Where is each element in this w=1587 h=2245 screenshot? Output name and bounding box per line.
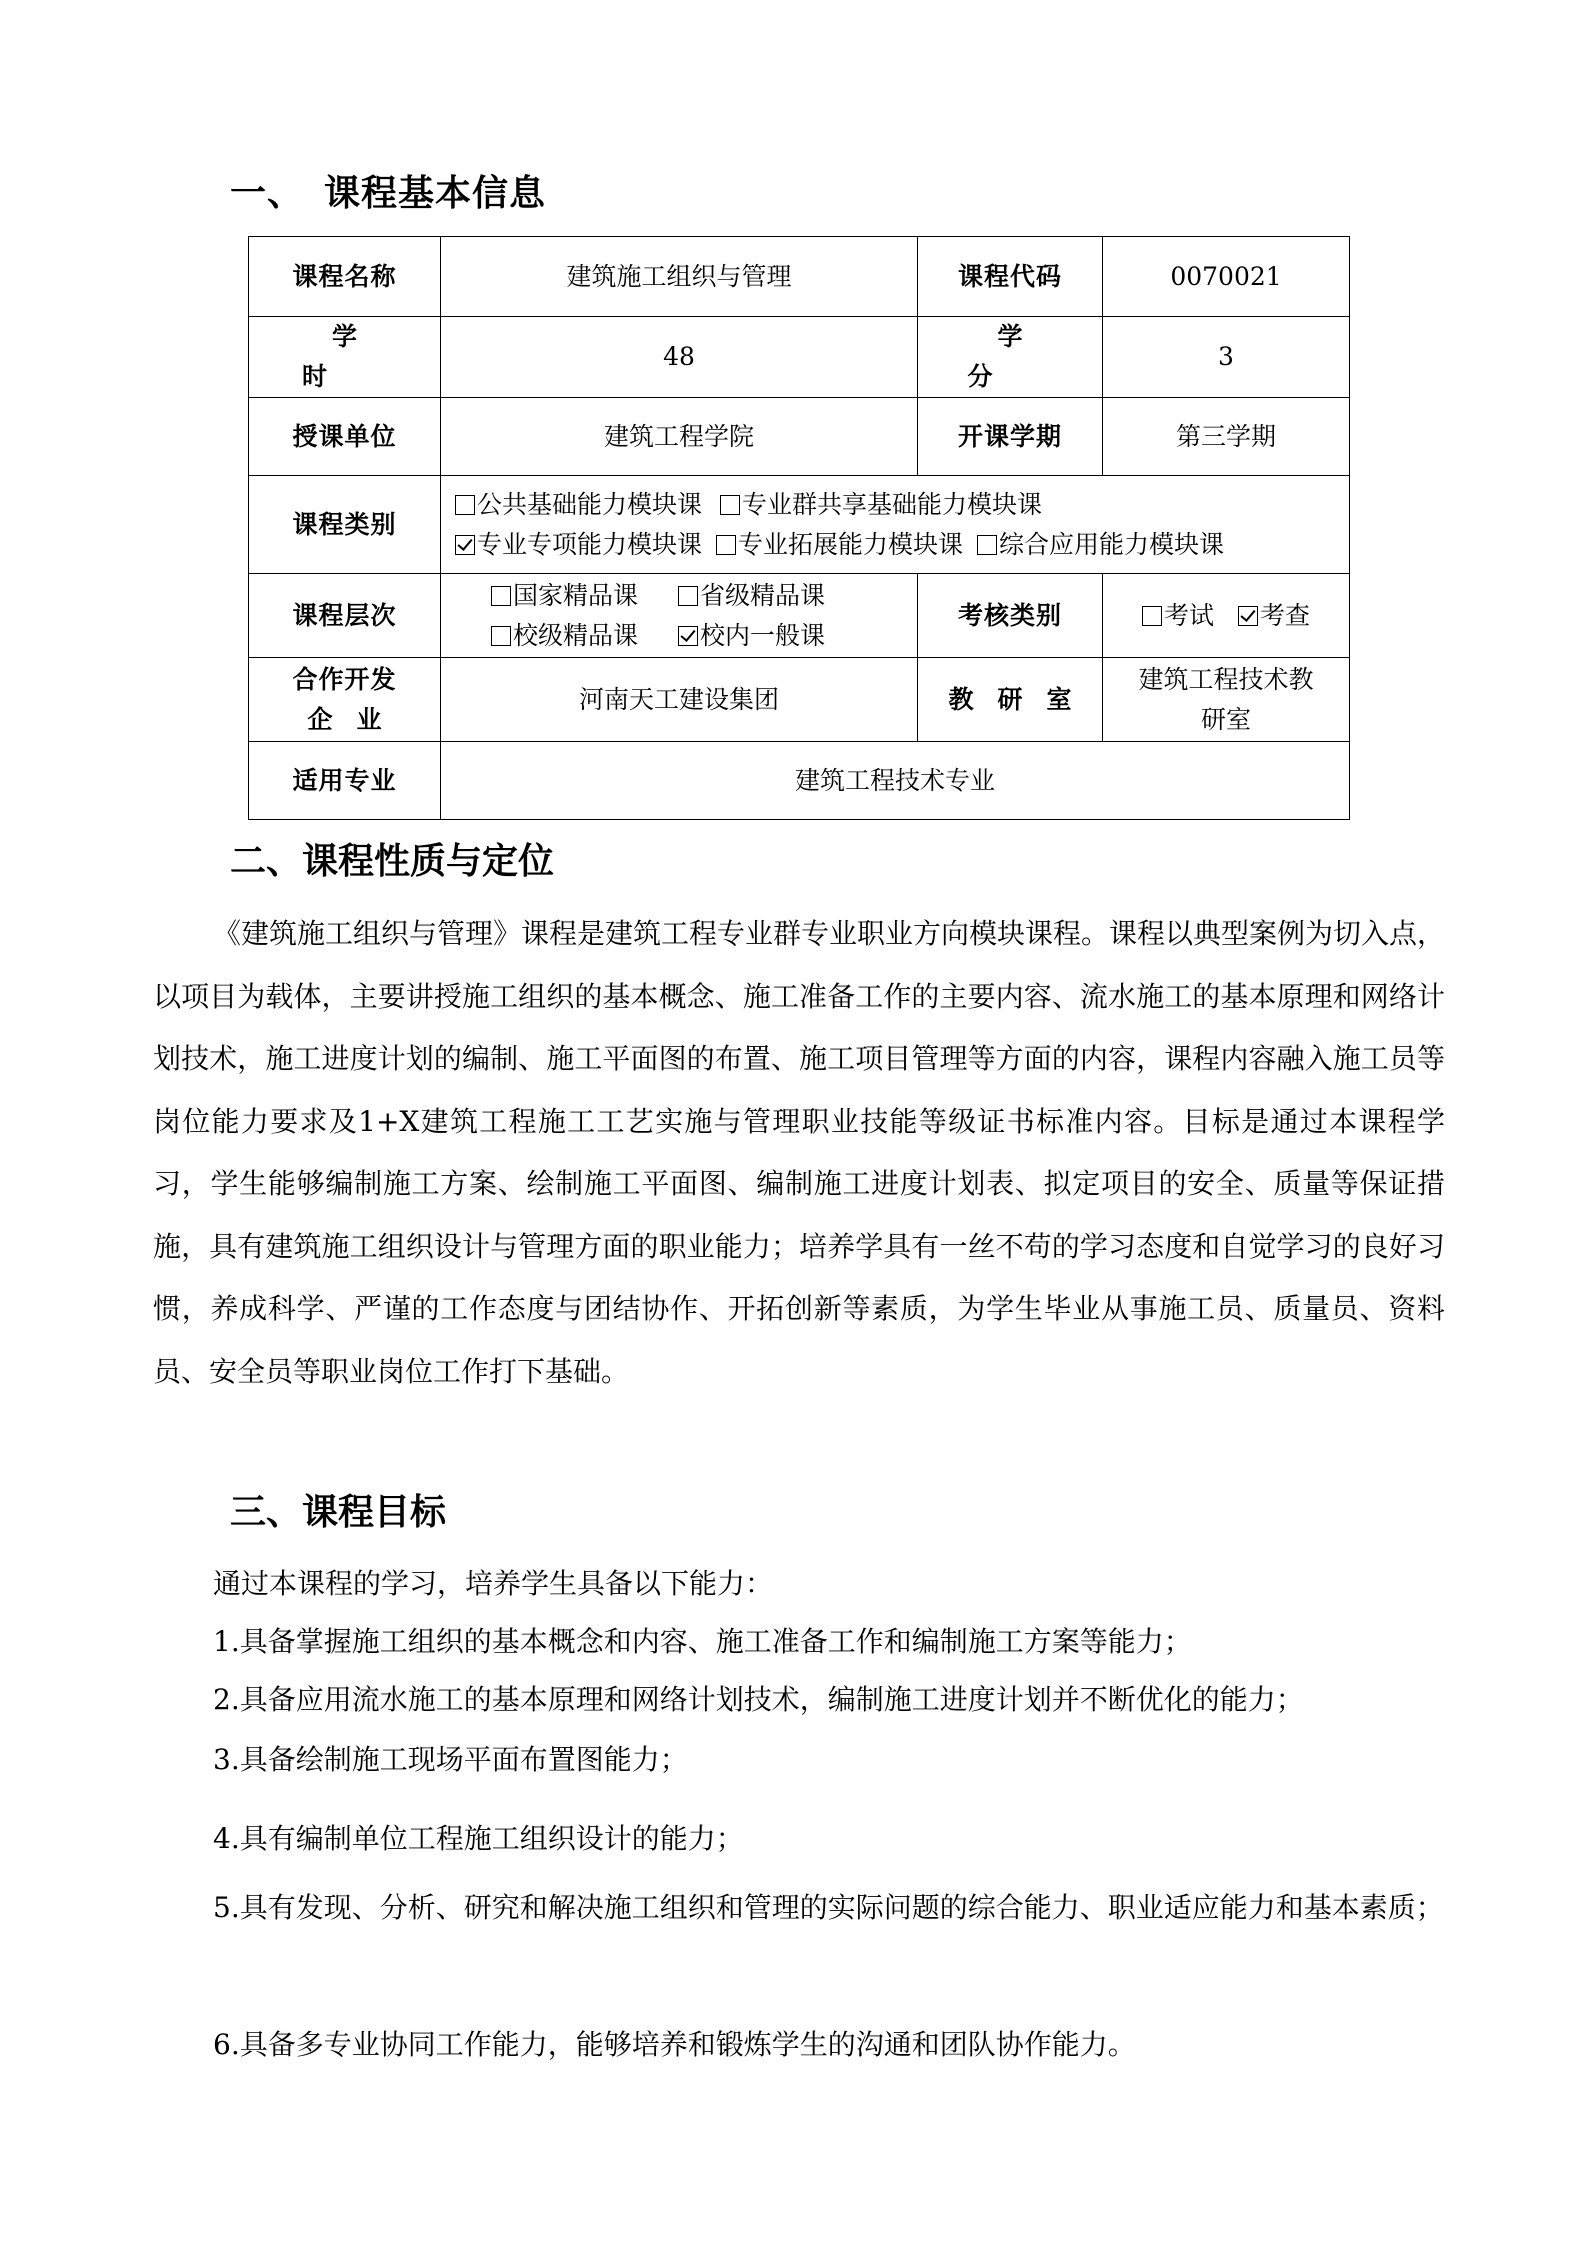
coop-label-cell xyxy=(249,658,441,742)
assess-option[interactable]: 考查 xyxy=(1238,596,1310,636)
level-option[interactable]: 校级精品课 xyxy=(491,616,638,656)
course-name-value: 建筑施工组织与管理 xyxy=(441,237,918,317)
table-row xyxy=(249,742,1350,820)
coop-label-line2: 企业 xyxy=(307,704,406,734)
category-option[interactable]: 专业专项能力模块课 xyxy=(455,525,702,565)
hours-label: 学时 xyxy=(301,322,417,391)
table-row xyxy=(249,574,1350,658)
checkbox[interactable] xyxy=(491,586,511,606)
category-options-cell xyxy=(441,476,1350,574)
goals-intro: 通过本课程的学习，培养学生具备以下能力： xyxy=(213,1567,774,1600)
goal-item: 4.具有编制单位工程施工组织设计的能力； xyxy=(213,1822,744,1855)
unit-label: 授课单位 xyxy=(249,398,441,476)
section-2-heading: 二、课程性质与定位 xyxy=(230,841,555,882)
goal-item: 5.具有发现、分析、研究和解决施工组织和管理的实际问题的综合能力、职业适应能力和基本素质； xyxy=(213,1891,1444,1924)
section-1-heading xyxy=(230,166,546,222)
checkbox-checked[interactable] xyxy=(678,626,698,646)
course-info-table xyxy=(248,236,1350,820)
section-2-paragraph xyxy=(153,903,1445,1403)
table-row xyxy=(249,476,1350,574)
office-value-line1: 建筑工程技术教 xyxy=(1138,664,1314,694)
checkbox[interactable] xyxy=(716,535,736,555)
office-label: 教研室 xyxy=(948,684,1096,714)
credits-label: 学分 xyxy=(967,322,1083,391)
table-row xyxy=(249,237,1350,317)
office-label-cell xyxy=(918,658,1103,742)
semester-value: 第三学期 xyxy=(1103,398,1350,476)
checkbox[interactable] xyxy=(977,535,997,555)
table-row xyxy=(249,658,1350,742)
level-options-cell xyxy=(441,574,918,658)
goal-item: 1.具备掌握施工组织的基本概念和内容、施工准备工作和编制施工方案等能力； xyxy=(213,1625,1192,1658)
section-1-title: 课程基本信息 xyxy=(324,173,547,214)
table-row xyxy=(249,398,1350,476)
course-code-value: 0070021 xyxy=(1103,237,1350,317)
office-value-line2: 研室 xyxy=(1200,704,1251,734)
checkbox[interactable] xyxy=(720,495,740,515)
hours-label-cell xyxy=(249,317,441,398)
office-value-cell xyxy=(1103,658,1350,742)
goal-item: 3.具备绘制施工现场平面布置图能力； xyxy=(213,1743,688,1776)
course-code-label: 课程代码 xyxy=(918,237,1103,317)
checkbox-checked[interactable] xyxy=(455,535,475,555)
category-option[interactable]: 专业群共享基础能力模块课 xyxy=(720,485,1042,525)
assess-label: 考核类别 xyxy=(918,574,1103,658)
course-name-label: 课程名称 xyxy=(249,237,441,317)
section-2-body: 《建筑施工组织与管理》课程是建筑工程专业群专业职业方向模块课程。课程以典型案例为切入点，以项目为载体，主要讲授施工组织的基本概念、施工准备工作的主要内容、流水施工的基本原理和网络计划技术，施工进度计划的编制、施工平面图的布置、施工项目管理等方面的内容，课程内容融入施工员等岗位能力要求及1+X建筑工程施工工艺实施与管理职业技能等级证书标准内容。目标是通过本课程学习，学生能够编制施工方案、绘制施工平面图、编制施工进度计划表、拟定项目的安全、质量等保证措施，具有建筑施工组织设计与管理方面的职业能力；培养学具有一丝不苟的学习态度和自觉学习的良好习惯，养成科学、严谨的工作态度与团结协作、开拓创新等素质，为学生毕业从事施工员、质量员、资料员、安全员等职业岗位工作打下基础。 xyxy=(153,917,1446,1388)
checkbox[interactable] xyxy=(491,626,511,646)
category-label: 课程类别 xyxy=(249,476,441,574)
unit-value: 建筑工程学院 xyxy=(441,398,918,476)
hours-value: 48 xyxy=(441,317,918,398)
level-option[interactable]: 省级精品课 xyxy=(678,576,825,616)
checkbox[interactable] xyxy=(678,586,698,606)
checkbox[interactable] xyxy=(1142,606,1162,626)
credits-label-cell xyxy=(918,317,1103,398)
section-3-heading: 三、课程目标 xyxy=(230,1492,447,1533)
credits-value: 3 xyxy=(1103,317,1350,398)
level-option[interactable]: 国家精品课 xyxy=(491,576,638,616)
coop-value: 河南天工建设集团 xyxy=(441,658,918,742)
major-value: 建筑工程技术专业 xyxy=(441,742,1350,820)
coop-label-line1: 合作开发 xyxy=(292,664,397,694)
goal-item: 6.具备多专业协同工作能力，能够培养和锻炼学生的沟通和团队协作能力。 xyxy=(213,2028,1136,2061)
assess-options-cell xyxy=(1103,574,1350,658)
goal-item: 2.具备应用流水施工的基本原理和网络计划技术，编制施工进度计划并不断优化的能力； xyxy=(213,1683,1304,1716)
major-label: 适用专业 xyxy=(249,742,441,820)
level-label: 课程层次 xyxy=(249,574,441,658)
assess-option[interactable]: 考试 xyxy=(1142,596,1214,636)
checkbox[interactable] xyxy=(455,495,475,515)
section-1-number: 一、 xyxy=(230,173,305,214)
table-row xyxy=(249,317,1350,398)
category-option[interactable]: 综合应用能力模块课 xyxy=(977,525,1224,565)
semester-label: 开课学期 xyxy=(918,398,1103,476)
category-option[interactable]: 专业拓展能力模块课 xyxy=(716,525,963,565)
checkbox-checked[interactable] xyxy=(1238,606,1258,626)
level-option[interactable]: 校内一般课 xyxy=(678,616,825,656)
category-option[interactable]: 公共基础能力模块课 xyxy=(455,485,702,525)
